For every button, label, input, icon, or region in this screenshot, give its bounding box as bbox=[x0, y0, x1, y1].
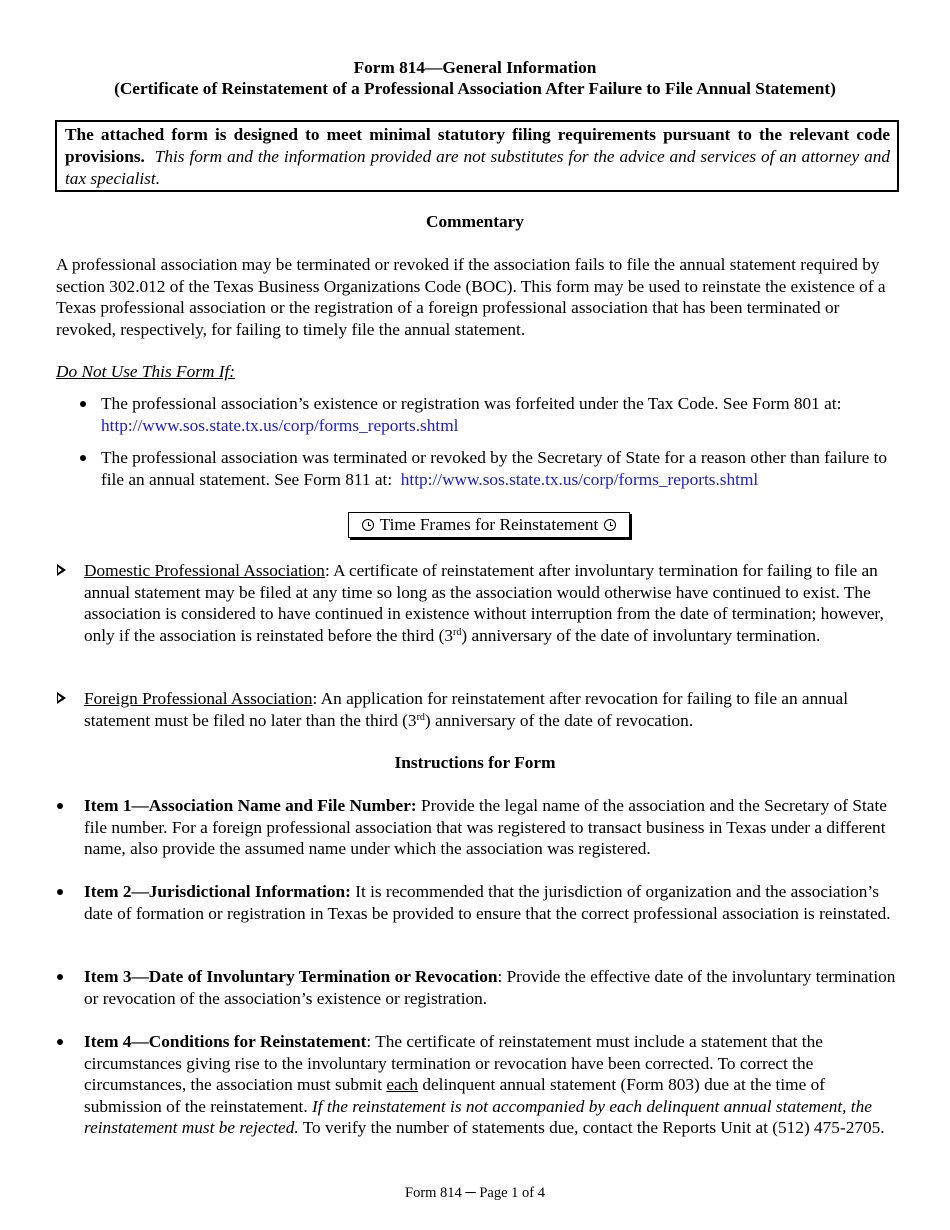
notice-box bbox=[55, 120, 899, 192]
do-not-use-item-1: The professional association’s existence or registration was forfeited under the Tax Code. See Form 801 at: http://www.sos.state.tx.us/corp/forms_reports.shtml bbox=[101, 394, 842, 435]
bullet-icon bbox=[80, 401, 86, 407]
form-subtitle: (Certificate of Reinstatement of a Professional Association After Failure to File Annual Statement) bbox=[114, 79, 836, 98]
notice-bold-text: The attached form is designed to meet minimal statutory filing requirements pursuant to the relevant code provisions. bbox=[65, 125, 890, 166]
instruction-item-2: Item 2—Jurisdictional Information: It is recommended that the jurisdiction of organization and the association’s date of formation or registration in Texas be provided to ensure that the correct professional association is reinstated. bbox=[84, 882, 891, 923]
clock-icon bbox=[362, 519, 374, 531]
form-title: Form 814—General Information bbox=[353, 58, 597, 77]
commentary-heading: Commentary bbox=[426, 212, 524, 231]
arrow-bullet-icon bbox=[57, 564, 66, 576]
bullet-icon bbox=[80, 455, 86, 461]
forms-link-1[interactable]: http://www.sos.state.tx.us/corp/forms_reports.shtml bbox=[101, 415, 459, 435]
bullet-icon bbox=[57, 974, 63, 980]
bullet-icon bbox=[57, 803, 63, 809]
page-footer: Form 814 ─ Page 1 of 4 bbox=[405, 1185, 545, 1201]
foreign-association-paragraph: Foreign Professional Association: An application for reinstatement after revocation for failing to file an annual statement must be filed no later than the third (3rd) anniversary of the date of revocation. bbox=[84, 689, 849, 730]
do-not-use-heading: Do Not Use This Form If: bbox=[56, 362, 236, 381]
notice-italic-text: This form and the information provided are not substitutes for the advice and services of an attorney and tax specialist. bbox=[65, 146, 890, 188]
clock-icon bbox=[604, 519, 616, 531]
time-frames-label: Time Frames for Reinstatement bbox=[379, 515, 599, 535]
bullet-icon bbox=[57, 889, 63, 895]
commentary-paragraph: A professional association may be terminated or revoked if the association fails to file the annual statement required by section 302.012 of the Texas Business Organizations Code (BOC). This form may be used to reinstate the existence of a Texas professional association or the registration of a foreign professional association that has been terminated or revoked, respectively, for failing to timely file the annual statement. bbox=[56, 255, 886, 339]
instructions-heading: Instructions for Form bbox=[394, 753, 556, 772]
instruction-item-1: Item 1—Association Name and File Number: Provide the legal name of the association and the Secretary of State file number. For a foreign professional association that was registered to transact business in Texas under a different name, also provide the assumed name under which the association was registered. bbox=[84, 796, 887, 858]
instruction-item-4: Item 4—Conditions for Reinstatement: The certificate of reinstatement must include a statement that the circumstances giving rise to the involuntary termination or revocation have been corrected. To correct the circumstances, the association must submit each delinquent annual statement (Form 803) due at the time of submission of the reinstatement. If the reinstatement is not accompanied by each delinquent annual statement, the reinstatement must be rejected. To verify the number of statements due, contact the Reports Unit at (512) 475-2705. bbox=[84, 1032, 885, 1137]
bullet-icon bbox=[57, 1039, 63, 1045]
domestic-association-paragraph: Domestic Professional Association: A certificate of reinstatement after involuntary termination for failing to file an annual statement may be filed at any time so long as the association would otherwise have continued to exist. The association is considered to have continued in existence without interruption from the date of termination; however, only if the association is reinstated before the third (3rd) anniversary of the date of involuntary termination. bbox=[84, 561, 884, 645]
forms-link-2[interactable]: http://www.sos.state.tx.us/corp/forms_reports.shtml bbox=[400, 469, 759, 489]
time-frames-box bbox=[348, 512, 630, 538]
do-not-use-item-2: The professional association was terminated or revoked by the Secretary of State for a reason other than failure to file an annual statement. See Form 811 at: http://www.sos.state.tx.us/corp/forms_reports.shtml bbox=[101, 448, 888, 489]
instruction-item-3: Item 3—Date of Involuntary Termination or Revocation: Provide the effective date of the involuntary termination or revocation of the association’s existence or registration. bbox=[84, 967, 896, 1008]
arrow-bullet-icon bbox=[57, 692, 66, 704]
